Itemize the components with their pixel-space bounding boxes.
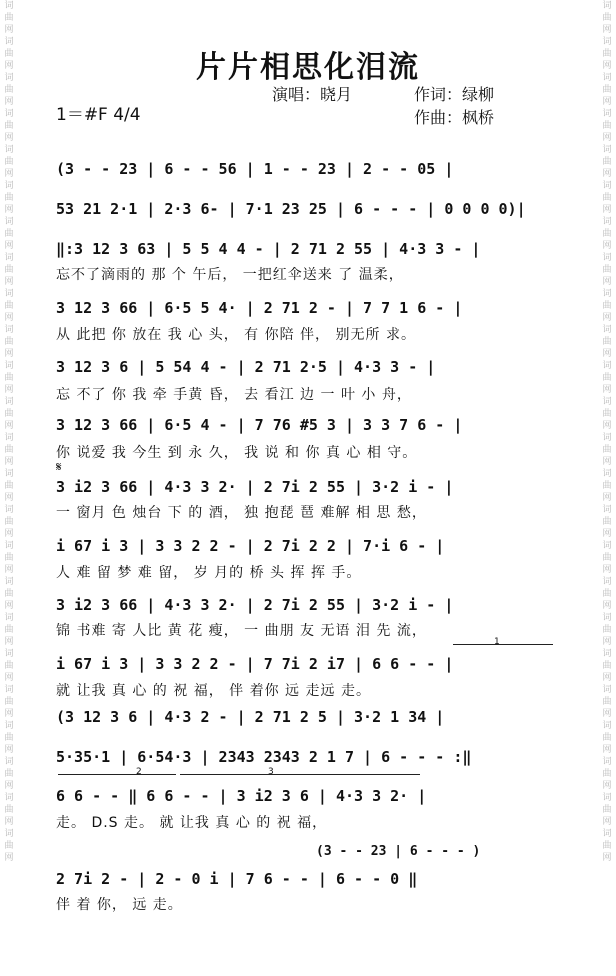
lyric-row-13: 走。 D.S 走。 就 让我 真 心 的 祝 福， [56,815,328,831]
score-row-9: 3 i2 3 66 | 4·3 3 2· | 2 7i 2 55 | 3·2 i - | [56,596,454,614]
score-row-6: 3 12 3 66 | 6·5 4 - | 7 76 #5 3 | 3 3 7 6 - | [56,416,463,434]
watermark-left: 词 曲 网 词 曲 网 词 曲 网 词 曲 网 词 曲 网 词 曲 网 词 曲 网 词 曲 网 词 曲 网 词 曲 网 词 曲 网 词 曲 网 词 曲 网 词 曲 网 词 曲 网 词 曲 网 词 曲 网 词 曲 网 词 曲 网 词 曲 网 词 曲 网 词 曲 网 词 曲 网 词 曲 网 [4,1,14,863]
key-signature: 1＝#F 4/4 [56,105,141,125]
lyric-row-9: 锦 书难 寄 人比 黄 花 瘦， 一 曲朋 友 无语 泪 先 流， [56,623,427,639]
lyric-row-4: 从 此把 你 放在 我 心 头， 有 你陪 伴， 别无所 求。 [56,327,416,343]
volta-bracket-3 [180,774,420,775]
score-row-2: 53 21 2·1 | 2·3 6- | 7·1 23 25 | 6 - - - | 0 0 0 0)| [56,200,526,218]
score-row-7: 3 i2 3 66 | 4·3 3 2· | 2 7i 2 55 | 3·2 i - | [56,478,454,496]
lyric-row-8: 人 难 留 梦 难 留， 岁 月的 桥 头 挥 挥 手。 [56,565,362,581]
lyric-row-5: 忘 不了 你 我 牵 手黄 昏， 去 看江 边 一 叶 小 舟， [56,387,412,403]
lyric-row-3: 忘不了滴雨的 那 个 午后， 一把红伞送来 了 温柔， [56,267,404,283]
singer-credit: 演唱：晓月 [272,85,353,104]
lyric-row-7: 一 窗月 色 烛台 下 的 酒， 独 抱琵 琶 难解 相 思 愁， [56,505,427,521]
volta-bracket-2 [58,774,176,775]
score-row-3: ‖:3 12 3 63 | 5 5 4 4 - | 2 71 2 55 | 4·3 3 - | [56,240,481,258]
score-row-1: (3 - - 23 | 6 - - 56 | 1 - - 23 | 2 - - 05 | [56,160,454,178]
lyricist-credit: 作词：绿柳 [414,85,495,104]
lyric-row-6: 你 说爱 我 今生 到 永 久， 我 说 和 你 真 心 相 守。 [56,445,418,461]
score-row-13: 6 6 - - ‖ 6 6 - - | 3 i2 3 6 | 4·3 3 2· | [56,787,427,805]
watermark-right: 词 曲 网 词 曲 网 词 曲 网 词 曲 网 词 曲 网 词 曲 网 词 曲 网 词 曲 网 词 曲 网 词 曲 网 词 曲 网 词 曲 网 词 曲 网 词 曲 网 词 曲 网 词 曲 网 词 曲 网 词 曲 网 词 曲 网 词 曲 网 词 曲 网 词 曲 网 词 曲 网 词 曲 网 [602,1,612,863]
lyric-row-10: 就 让我 真 心 的 祝 福， 伴 着你 远 走远 走。 [56,683,371,699]
volta-number-2: 2 [136,767,142,777]
score-row-4: 3 12 3 66 | 6·5 5 4· | 2 71 2 - | 7 7 1 6 - | [56,299,463,317]
composer-credit: 作曲：枫桥 [414,108,495,127]
volta-number-3: 3 [268,767,274,777]
score-row-15: 2 7i 2 - | 2 - 0 i | 7 6 - - | 6 - - 0 ‖ [56,870,418,888]
song-title: 片片相思化泪流 [196,50,420,85]
volta-number-1: 1 [494,637,500,647]
volta-bracket-1 [453,644,553,645]
score-row-12: 5·35·1 | 6·54·3 | 2343 2343 2 1 7 | 6 - - - :‖ [56,748,472,766]
lyric-row-15: 伴 着 你， 远 走。 [56,897,183,913]
score-row-14: (3 - - 23 | 6 - - - ) [316,844,481,859]
score-row-10: i 67 i 3 | 3 3 2 2 - | 7 7i 2 i7 | 6 6 - - | [56,655,454,673]
score-row-8: i 67 i 3 | 3 3 2 2 - | 2 7i 2 2 | 7·i 6 - | [56,537,445,555]
score-row-11: (3 12 3 6 | 4·3 2 - | 2 71 2 5 | 3·2 1 34 | [56,708,445,726]
segno-sign: 𝄋 [56,460,62,475]
score-row-5: 3 12 3 6 | 5 54 4 - | 2 71 2·5 | 4·3 3 - | [56,358,436,376]
